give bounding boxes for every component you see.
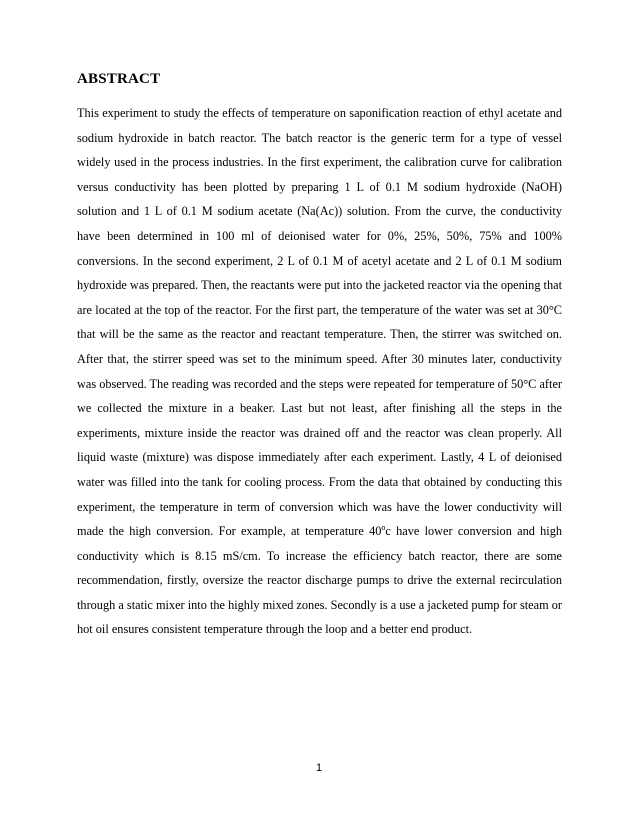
page-number: 1 — [315, 762, 323, 774]
abstract-heading: ABSTRACT — [77, 71, 161, 87]
abstract-text-part-2: c have lower conversion and high conductivity which is 8.15 mS/cm. To increase the efficiency batch reactor, there are some recommendation, firstly, oversize the reactor discharge pumps to drive the external recirculation through a static mixer into the highly mixed zones. Secondly is a use a jacketed pump for steam or hot oil ensures consistent temperature through the loop and a better end product. — [77, 524, 562, 637]
abstract-text-part-1: This experiment to study the effects of temperature on saponification reaction of ethyl acetate and sodium hydroxide in batch reactor. The batch reactor is the generic term for a type of vessel widely used in the process industries. In the first experiment, the calibration curve for calibration versus conductivity has been plotted by preparing 1 L of 0.1 M sodium hydroxide (NaOH) solution and 1 L of 0.1 M sodium acetate (Na(Ac)) solution. From the curve, the conductivity have been determined in 100 ml of deionised water for 0%, 25%, 50%, 75% and 100% conversions. In the second experiment, 2 L of 0.1 M of acetyl acetate and 2 L of 0.1 M sodium hydroxide was prepared. Then, the reactants were put into the jacketed reactor via the opening that are located at the top of the reactor. For the first part, the temperature of the water was set at 30°C that will be the same as the reactor and reactant temperature. Then, the stirrer was switched on. After that, the stirrer speed was set to the minimum speed. After 30 minutes later, conductivity was observed. The reading was recorded and the steps were repeated for temperature of 50°C after we collected the mixture in a beaker. Last but not least, after finishing all the steps in the experiments, mixture inside the reactor was drained off and the reactor was clean properly. All liquid waste (mixture) was dispose immediately after each experiment. Lastly, 4 L of deionised water was filled into the tank for cooling process. From the data that obtained by conducting this experiment, the temperature in term of conversion which was have the lower conductivity will made the high conversion. For example, at temperature 40 — [77, 106, 562, 539]
degree-superscript: o — [381, 523, 386, 532]
abstract-paragraph — [77, 101, 562, 642]
